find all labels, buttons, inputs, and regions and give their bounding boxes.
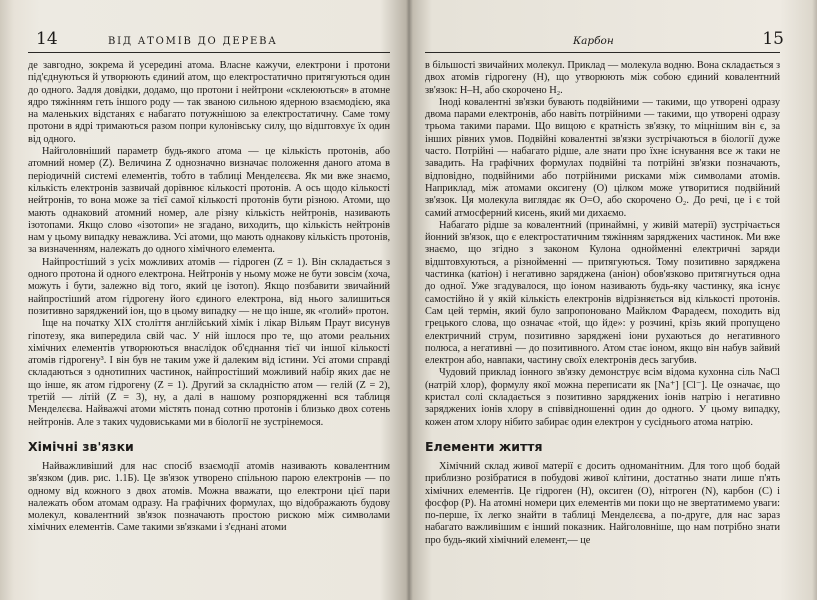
- paragraph: Іще на початку XIX століття англійський хімік і лікар Вільям Праут висунув гіпотезу, яка випередила свій час. У ній ішлося про те, що атоми реальних хімічних елементів утворюються внаслідок об'єднання тієї чи іншої кількості атомів гідрогену³. І він був не таким уже й далеким від істини. Усі атоми справді складаються з однотипних частинок, найпростіший можливий набір яких дає не що інше, як атом гідрогену (Z = 1). Другий за складністю атом — гелій (Z = 2), третій — літій (Z = 3), ну, а далі в нашому розпорядженні вся таблиця Менделєєва. Найважчі атоми містять понад сотню протонів і близько двох сотень нейтронів. Але з таких чудовиськами ми в біології не зустрінемося.: [28, 318, 390, 428]
- right-body: [425, 60, 780, 547]
- left-body: [28, 60, 390, 535]
- left-page: [28, 0, 390, 600]
- right-header: [425, 0, 784, 53]
- paragraph: Чудовий приклад іонного зв'язку демонструє всім відома кухонна сіль NaCl (натрій хлор), формулу якої можна переписати як [Na⁺] [Cl⁻]. Це означає, що кристал солі складається з позитивно заряджених іонів натрію і негативно заряджених іонів хлору в співвідношенні один до одного. У цьому випадку, кожен атом хлору нібито забирає один електрон у сусіднього атома натрію.: [425, 367, 780, 428]
- paragraph: Найважливіший для нас спосіб взаємодії атомів називають ковалентним зв'язком (див. рис. 1.1Б). Це зв'язок утворено спільною парою електронів — по одному від кожного з двох атомів. Можна вважати, що електрони цієї пари належать обом атомам одразу. На графічних формулах, що відображають будову молекул, ковалентний зв'язок позначають простою рискою між символами хімічних елементів. Саме такими зв'язками і з'єднані атоми: [28, 460, 390, 534]
- right-page: [425, 0, 784, 600]
- right-running-head: Карбон: [573, 35, 614, 47]
- paragraph: Хімічний склад живої матерії є досить одноманітним. Для того щоб бодай приблизно розібратися в побудові живої клітини, достатньо знати лише п'ять хімічних елементів. Це гідроген (H), оксиген (O), нітроген (N), карбон (C) і фосфор (P). На атомні номери цих елементів ми поки що не звертатимемо уваги: по-перше, їх легко знайти в таблиці Менделєєва, а по-друге, для нас зараз набагато важливішим є інший показник. Найголовніше, що нам потрібно знати про будь-який хімічний елемент,— це: [425, 460, 780, 546]
- section-heading: Елементи життя: [425, 438, 543, 454]
- paragraph: в більшості звичайних молекул. Приклад — молекула водню. Вона складається з двох атомів гідрогену (H), що утворюють між собою єдиний ковалентний зв'язок: H–H, або скорочено H₂.: [425, 60, 780, 96]
- left-running-head: ВІД АТОМІВ ДО ДЕРЕВА: [108, 36, 278, 47]
- paragraph: де завгодно, зокрема й усередині атома. Власне кажучи, електрони і протони під'єднуються й утворюють єдиний атом, що електростатично притягуються один до одного. Задля довідки, додамо, що протони і нейтрони «склеюються» в атомне ядро тяжінням геть іншого роду — так званою сильною ядерною взаємодією, яка на маленьких відстанях є набагато потужнішою за електростатичну. Саме тому протони в ядрі тримаються разом попри кулонівську силу, що відштовхує їх один від одного.: [28, 60, 390, 145]
- left-header: [28, 0, 390, 53]
- left-page-number: 14: [36, 29, 58, 49]
- paragraph: Найголовніший параметр будь-якого атома — це кількість протонів, або атомний номер (Z). Величина Z однозначно визначає положення даного атома в періодичній системі елементів, тобто в таблиці Менделєєва. Як ми вже знаємо, кількість електронів зазвичай дорівнює кількості протонів. А ось щодо кількості нейтронів, то вона може за тієї самої кількості протонів бути різною. Атоми, що мають однаковий атомний номер, але різну кількість нейтронів, називають ізотопами. Якщо слово «ізотопи» не згадано, виходить, що кількість нейтронів нам у цьому випадку неважлива. Усі атоми, що мають однакову кількість протонів, за визначенням, належать до одного хімічного елемента.: [28, 146, 390, 256]
- section-heading: Хімічні зв'язки: [28, 438, 134, 454]
- paragraph: Набагато рідше за ковалентний (принаймні, у живій матерії) зустрічається йонний зв'язок, що є електростатичним тяжінням заряджених частинок. Ми вже знаємо, що згідно з законом Кулона однойменні електричні заряди відштовхуються, а різнойменні — притягуються. Тому позитивно заряджена частинка (катіон) і негативно заряджена (аніон) обов'язково притягнуться одна до одної. Уже згадувалося, що іоном називають будь-яку частинку, яка існує самостійно й у якій кількість електронів відрізняється від кількості протонів. Сам цей термін, який було запропоновано Майклом Фарадеєм, походить від грецького слова, що означає «той, що йде»: у розчині, крізь який пропущено електричний струм, позитивно заряджені іони рухаються до негативного полюса, а негативні — до позитивного. Атом стає іоном, якщо він набув зайвий електрон або, навпаки, частину своїх електронів десь загубив.: [425, 219, 780, 367]
- paragraph: Найпростіший з усіх можливих атомів — гідроген (Z = 1). Він складається з одного протона й одного електрона. Нейтронів у ньому може не бути зовсім (хоча, можуть і бути, залежно від того, який це ізотоп). Якщо позбавити звичайний найпростіший атом гідрогену його єдиного електрона, від нього залишиться позитивно заряджений іон, що в цьому випадку — не що інше, як «голий» протон.: [28, 256, 390, 317]
- paragraph: Іноді ковалентні зв'язки бувають подвійними — такими, що утворені одразу двома парами електронів, або навіть потрійними — такими, що утворені одразу трьома такими парами. Що вищою є кратність зв'язку, то міцнішим він є, за інших рівних умов. Подвійні ковалентні зв'язки зустрічаються в біології дуже часто. Потрійні — набагато рідше, але знати про їхнє існування все ж таки не завадить. На графічних формулах подвійні та потрійні зв'язки позначають, відповідно, подвійними або потрійними рисками між символами атомів. Наприклад, між атомами оксигену (O) цілком може утворитися подвійний зв'язок. Ця молекула виглядає як O=O, або скорочено O₂. До речі, це і є той самий атмосферний кисень, який ми дихаємо.: [425, 96, 780, 219]
- right-page-number: 15: [762, 29, 784, 49]
